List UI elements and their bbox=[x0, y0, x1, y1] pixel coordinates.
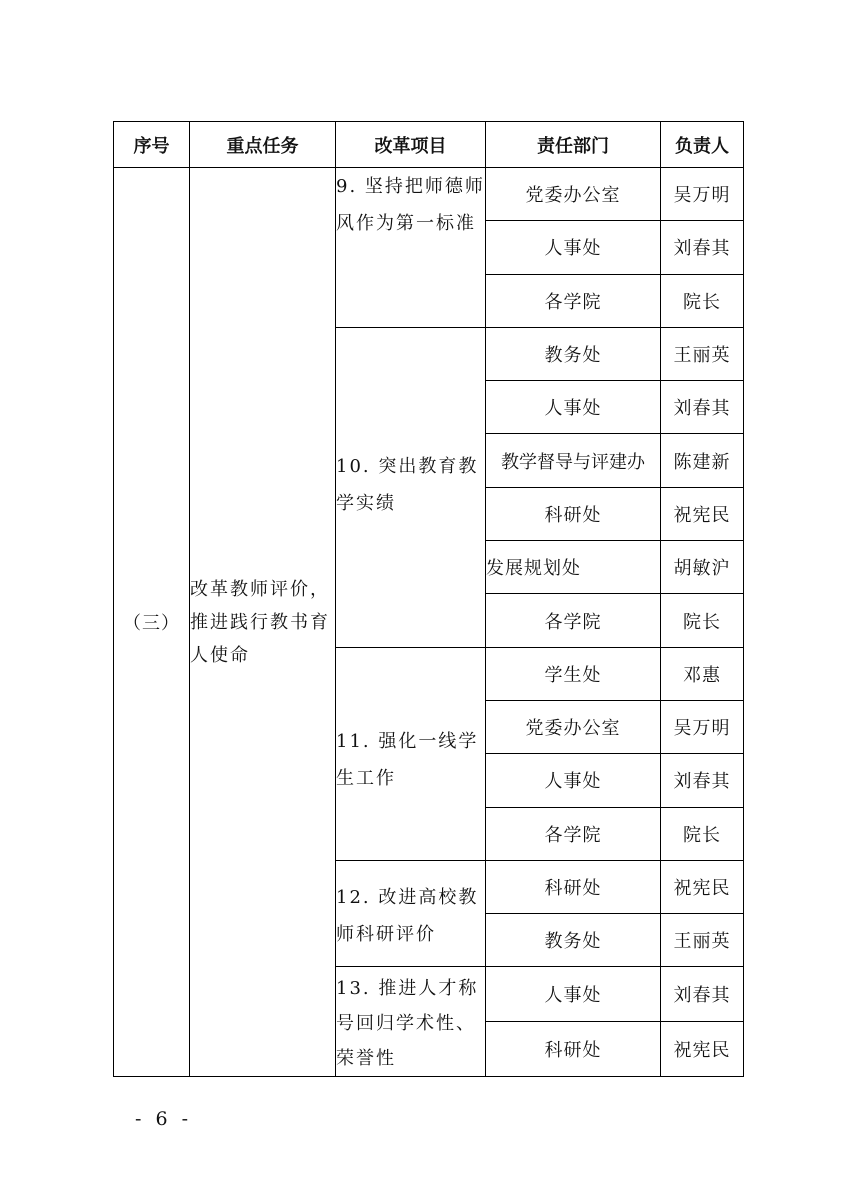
dept-cell: 科研处 bbox=[486, 1022, 661, 1077]
dept-cell: 科研处 bbox=[486, 487, 661, 540]
header-person: 负责人 bbox=[661, 122, 744, 168]
person-cell: 陈建新 bbox=[661, 434, 744, 487]
seq-cell: （三） bbox=[114, 168, 190, 1077]
task-cell: 改革教师评价，推进践行教书育人使命 bbox=[190, 168, 336, 1077]
project-cell: 10. 突出教育教学实绩 bbox=[336, 327, 486, 647]
dept-cell: 各学院 bbox=[486, 274, 661, 327]
dept-cell: 教学督导与评建办 bbox=[486, 434, 661, 487]
person-cell: 胡敏沪 bbox=[661, 541, 744, 594]
person-cell: 祝宪民 bbox=[661, 1022, 744, 1077]
dept-cell: 教务处 bbox=[486, 914, 661, 967]
dept-cell: 党委办公室 bbox=[486, 168, 661, 221]
dept-cell: 教务处 bbox=[486, 327, 661, 380]
person-cell: 祝宪民 bbox=[661, 487, 744, 540]
header-task: 重点任务 bbox=[190, 122, 336, 168]
dept-cell: 人事处 bbox=[486, 221, 661, 274]
person-cell: 刘春其 bbox=[661, 967, 744, 1022]
project-cell: 9. 坚持把师德师风作为第一标准 bbox=[336, 168, 486, 328]
dept-cell: 人事处 bbox=[486, 967, 661, 1022]
header-seq: 序号 bbox=[114, 122, 190, 168]
dept-cell: 科研处 bbox=[486, 860, 661, 913]
person-cell: 院长 bbox=[661, 274, 744, 327]
page-number: - 6 - bbox=[135, 1108, 193, 1130]
project-cell: 12. 改进高校教师科研评价 bbox=[336, 860, 486, 967]
person-cell: 祝宪民 bbox=[661, 860, 744, 913]
task-table bbox=[113, 121, 744, 1077]
person-cell: 刘春其 bbox=[661, 754, 744, 807]
person-cell: 院长 bbox=[661, 807, 744, 860]
person-cell: 刘春其 bbox=[661, 221, 744, 274]
dept-cell: 发展规划处 bbox=[486, 541, 661, 594]
header-row bbox=[114, 122, 744, 168]
dept-cell: 各学院 bbox=[486, 807, 661, 860]
dept-cell: 人事处 bbox=[486, 754, 661, 807]
header-project: 改革项目 bbox=[336, 122, 486, 168]
person-cell: 吴万明 bbox=[661, 700, 744, 753]
header-dept: 责任部门 bbox=[486, 122, 661, 168]
table-row bbox=[114, 168, 744, 221]
person-cell: 邓惠 bbox=[661, 647, 744, 700]
dept-cell: 人事处 bbox=[486, 381, 661, 434]
person-cell: 刘春其 bbox=[661, 381, 744, 434]
project-cell: 13. 推进人才称号回归学术性、荣誉性 bbox=[336, 967, 486, 1077]
person-cell: 王丽英 bbox=[661, 914, 744, 967]
dept-cell: 学生处 bbox=[486, 647, 661, 700]
dept-cell: 党委办公室 bbox=[486, 700, 661, 753]
person-cell: 吴万明 bbox=[661, 168, 744, 221]
dept-cell: 各学院 bbox=[486, 594, 661, 647]
person-cell: 院长 bbox=[661, 594, 744, 647]
project-cell: 11. 强化一线学生工作 bbox=[336, 647, 486, 860]
person-cell: 王丽英 bbox=[661, 327, 744, 380]
